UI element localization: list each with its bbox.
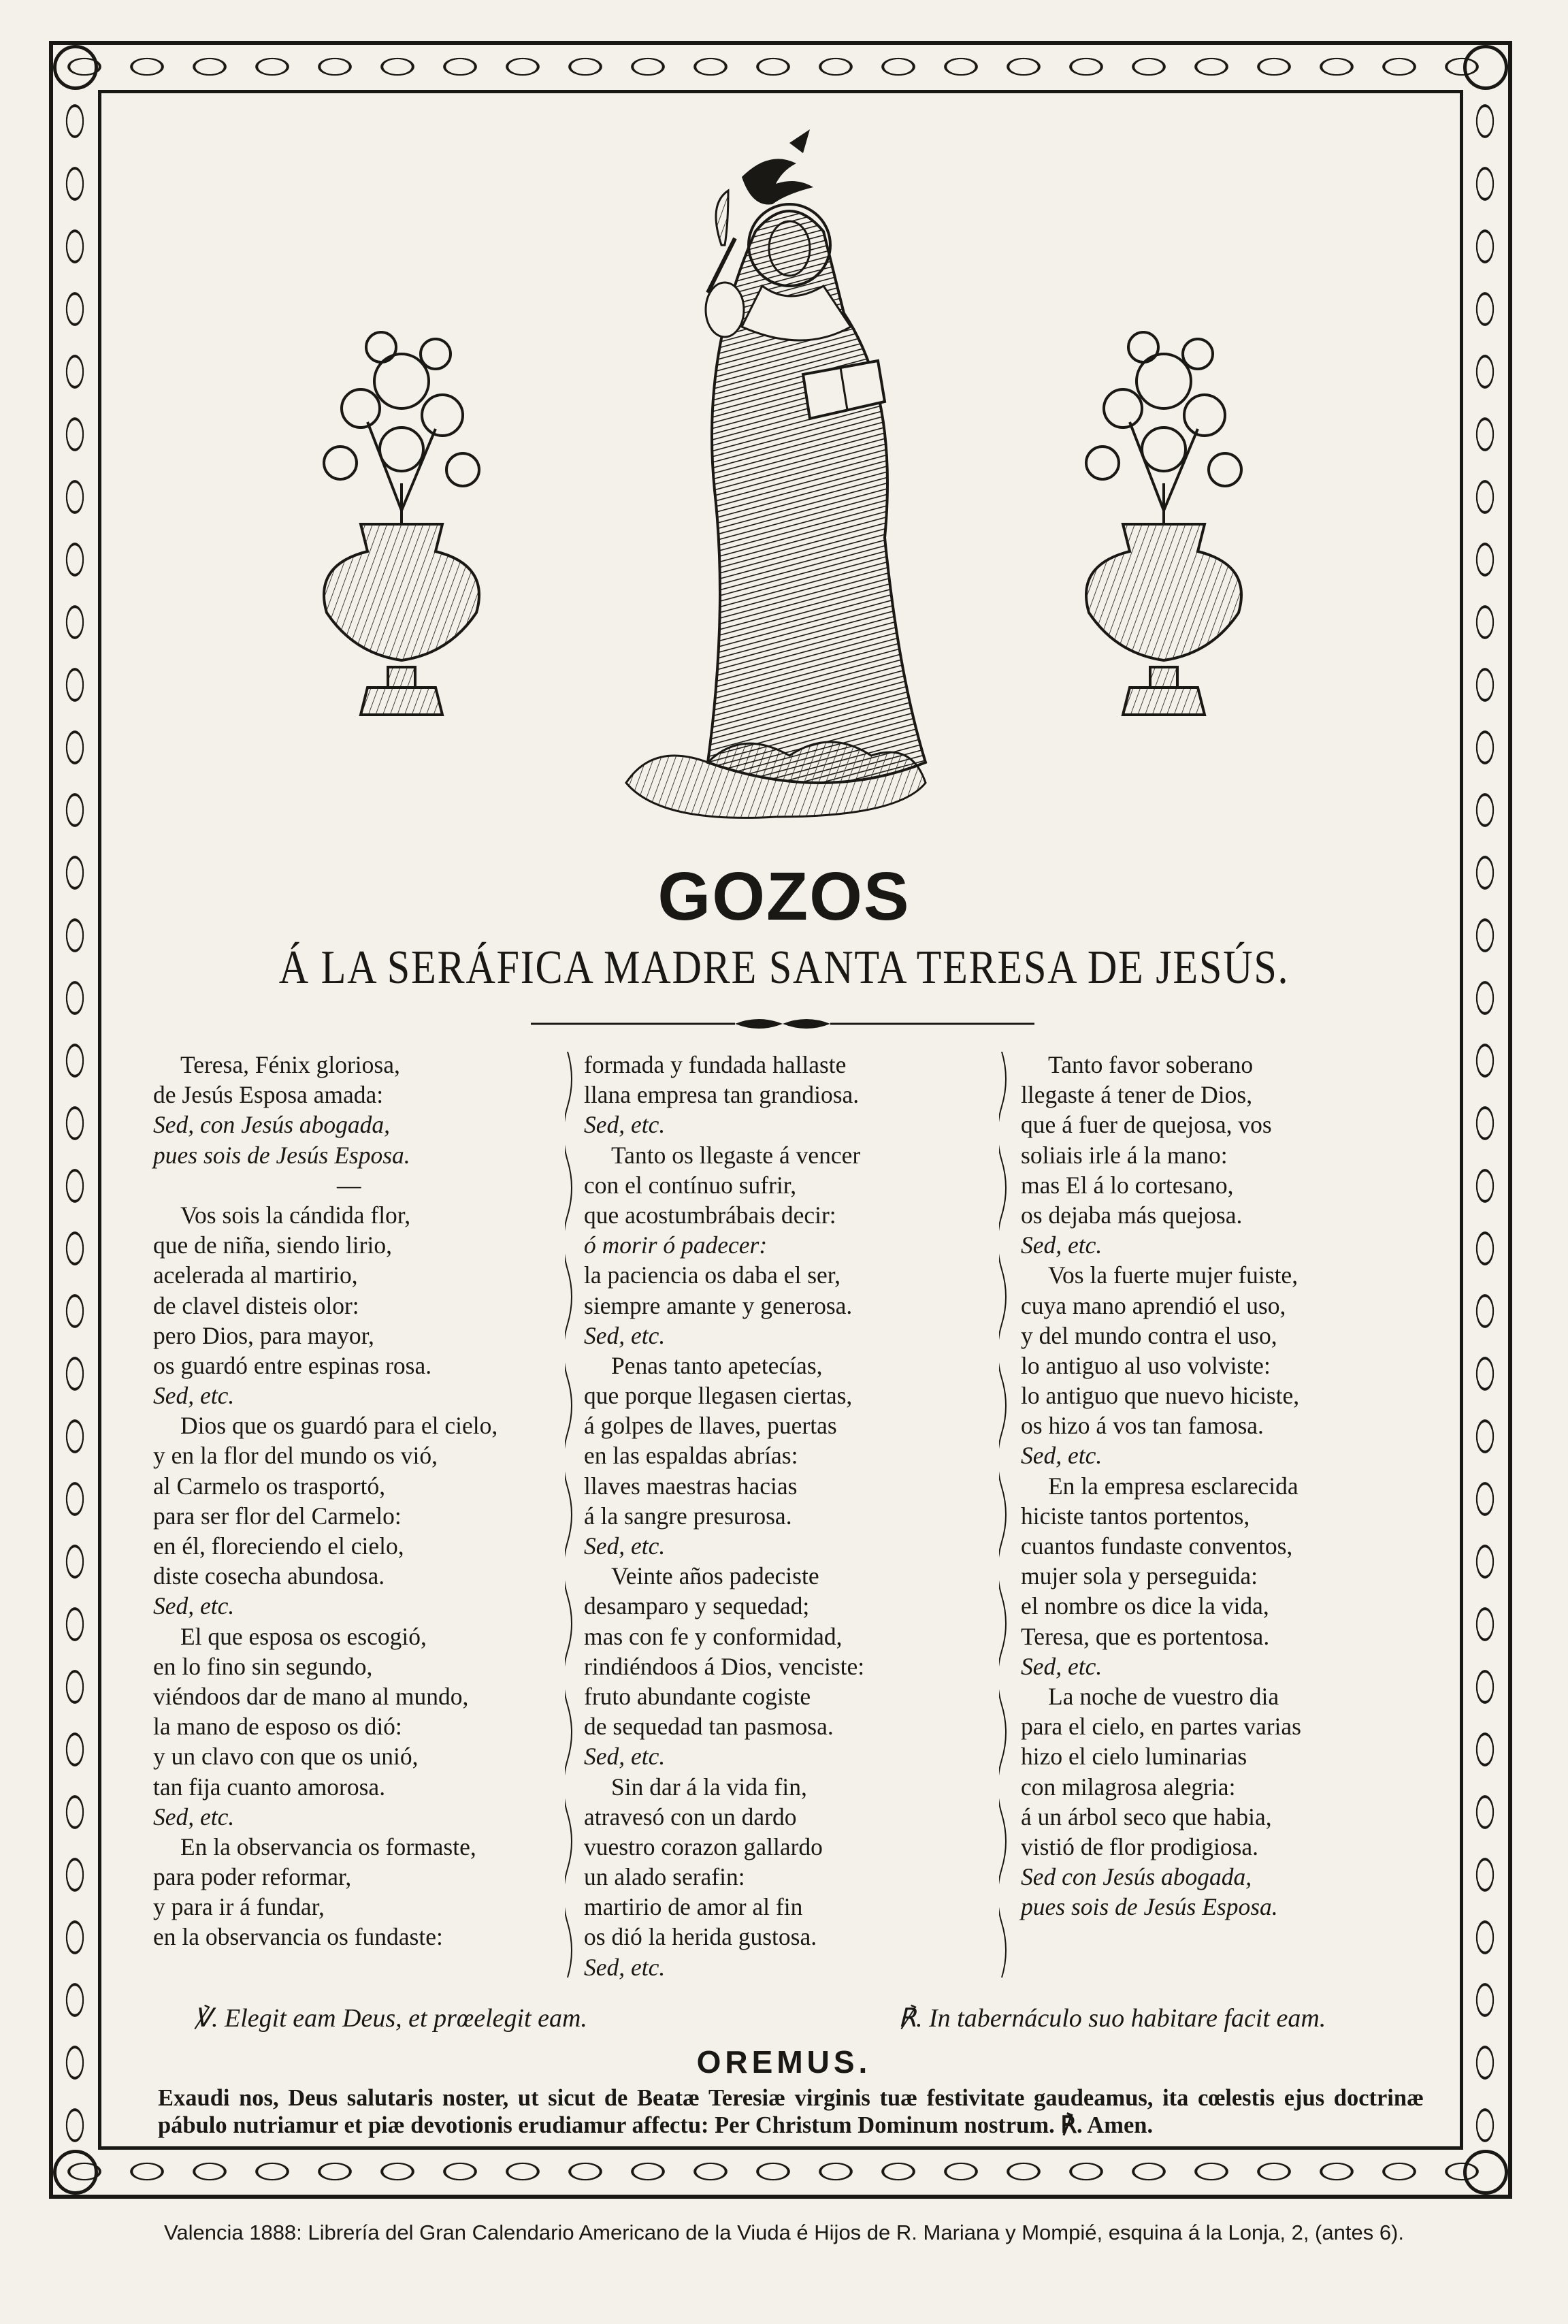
quill-icon bbox=[716, 191, 728, 245]
verse-line: y para ir á fundar, bbox=[153, 1893, 325, 1921]
verse-line: que de niña, siendo lirio, bbox=[153, 1231, 392, 1259]
page-subtitle: Á LA SERÁFICA MADRE SANTA TERESA DE JESÚS. bbox=[278, 941, 1290, 994]
verse-line: Tanto os llegaste á vencer bbox=[611, 1141, 861, 1169]
verse-line: El que esposa os escogió, bbox=[180, 1622, 427, 1650]
verse-line: Sed, etc. bbox=[1021, 1231, 1102, 1259]
verse-line: — bbox=[337, 1171, 361, 1199]
prayer-text: Exaudi nos, Deus salutaris noster, ut sicut de Beatæ Teresiæ virginis tuæ festivitate gaudeamus, ita cœlestis ejus doctrinæ pábulo nutriamur et piæ devotionis erudiamur affectu: Per Christum Dominum nostrum. ℟. Amen. bbox=[158, 2085, 1424, 2138]
verse-line: fruto abundante cogiste bbox=[584, 1682, 811, 1710]
verse-line: Veinte años padeciste bbox=[611, 1562, 819, 1590]
verse-line: Penas tanto apetecías, bbox=[611, 1351, 823, 1379]
verse-line: á golpes de llaves, puertas bbox=[584, 1412, 837, 1440]
flower-vase-left bbox=[299, 306, 504, 728]
verse-line: el nombre os dice la vida, bbox=[1021, 1592, 1269, 1620]
cloud-base bbox=[626, 742, 926, 818]
verse-line: Sed, etc. bbox=[1021, 1442, 1102, 1470]
verse-line: diste cosecha abundosa. bbox=[153, 1562, 385, 1590]
verse-line: vistió de flor prodigiosa. bbox=[1021, 1833, 1259, 1860]
verse-line: que porque llegasen ciertas, bbox=[584, 1382, 853, 1410]
verse-line: Dios que os guardó para el cielo, bbox=[180, 1412, 498, 1440]
verse-line: en lo fino sin segundo, bbox=[153, 1652, 373, 1680]
verse-line: siempre amante y generosa. bbox=[584, 1291, 853, 1319]
verse-line: en la observancia os fundaste: bbox=[153, 1923, 443, 1951]
verse-line: y un clavo con que os unió, bbox=[153, 1743, 419, 1771]
verse-line: Sin dar á la vida fin, bbox=[611, 1773, 807, 1801]
verse-line: Vos sois la cándida flor, bbox=[180, 1201, 411, 1229]
border-top-ornament bbox=[53, 45, 1508, 90]
border-bottom-ornament bbox=[53, 2150, 1508, 2195]
verse-line: Sed con Jesús abogada, bbox=[1021, 1863, 1252, 1891]
verse-line: mujer sola y perseguida: bbox=[1021, 1562, 1258, 1590]
verse-line: con milagrosa alegria: bbox=[1021, 1773, 1236, 1801]
verse-line: Sed, con Jesús abogada, bbox=[153, 1111, 391, 1139]
verse-line: viéndoos dar de mano al mundo, bbox=[153, 1682, 469, 1710]
verse-line: de clavel disteis olor: bbox=[153, 1291, 359, 1319]
verse-line: pues sois de Jesús Esposa. bbox=[1021, 1893, 1278, 1921]
column-brace bbox=[565, 1052, 578, 1991]
verse-line: hizo el cielo luminarias bbox=[1021, 1743, 1247, 1771]
verse-line: de Jesús Esposa amada: bbox=[153, 1081, 384, 1109]
verse-line: mas El á lo cortesano, bbox=[1021, 1171, 1234, 1199]
verse-line: rindiéndoos á Dios, venciste: bbox=[584, 1652, 865, 1680]
verse-line: de sequedad tan pasmosa. bbox=[584, 1713, 834, 1741]
verse-line: soliais irle á la mano: bbox=[1021, 1141, 1228, 1169]
verse-column-3 bbox=[1021, 1050, 1429, 1922]
verse-line: En la observancia os formaste, bbox=[180, 1833, 476, 1860]
verse-line: cuya mano aprendió el uso, bbox=[1021, 1291, 1286, 1319]
oremus-heading: OREMUS. bbox=[696, 2044, 872, 2080]
verse-line: lo antiguo al uso volviste: bbox=[1021, 1351, 1271, 1379]
verse-line: á un árbol seco que habia, bbox=[1021, 1803, 1272, 1830]
verse-line: en las espaldas abrías: bbox=[584, 1442, 798, 1470]
verse-line: pues sois de Jesús Esposa. bbox=[153, 1141, 410, 1169]
verse-line: Vos la fuerte mujer fuiste, bbox=[1048, 1261, 1298, 1289]
verse-line: os dió la herida gustosa. bbox=[584, 1923, 817, 1951]
border-left-ornament bbox=[53, 90, 98, 2150]
saint-teresa-engraving bbox=[585, 129, 966, 837]
verse-line: cuantos fundaste conventos, bbox=[1021, 1532, 1293, 1560]
verse-line: os hizo á vos tan famosa. bbox=[1021, 1412, 1264, 1440]
verse-column-1 bbox=[153, 1050, 561, 1952]
verse-line: pero Dios, para mayor, bbox=[153, 1321, 374, 1349]
verse-line: en él, floreciendo el cielo, bbox=[153, 1532, 404, 1560]
flower-vase-right bbox=[1062, 306, 1266, 728]
verse-line: La noche de vuestro dia bbox=[1048, 1682, 1279, 1710]
verse-line: que acostumbrábais decir: bbox=[584, 1201, 836, 1229]
verse-line: Sed, etc. bbox=[1021, 1652, 1102, 1680]
border-right-ornament bbox=[1463, 90, 1508, 2150]
verse-line: y del mundo contra el uso, bbox=[1021, 1321, 1277, 1349]
verse-line: atravesó con un dardo bbox=[584, 1803, 797, 1830]
response: ℟. In tabernáculo suo habitare facit eam. bbox=[898, 2004, 1326, 2033]
verse-line: vuestro corazon gallardo bbox=[584, 1833, 823, 1860]
verse-line: mas con fe y conformidad, bbox=[584, 1622, 843, 1650]
verse-column-2 bbox=[584, 1050, 1019, 1982]
verse-line: llegaste á tener de Dios, bbox=[1021, 1081, 1253, 1109]
verse-line: Sed, etc. bbox=[584, 1532, 666, 1560]
verse-line: Sed, etc. bbox=[153, 1592, 235, 1620]
corner-ornament bbox=[1463, 2150, 1508, 2195]
verse-line: Sed, etc. bbox=[153, 1382, 235, 1410]
verse-line: Tanto favor soberano bbox=[1048, 1051, 1254, 1078]
verse-line: Sed, etc. bbox=[584, 1953, 666, 1981]
verse-line: Teresa, Fénix gloriosa, bbox=[180, 1051, 400, 1078]
verse-line: llaves maestras hacias bbox=[584, 1472, 798, 1500]
verse-line: os guardó entre espinas rosa. bbox=[153, 1351, 432, 1379]
verse-line: llana empresa tan grandiosa. bbox=[584, 1081, 860, 1109]
versicle: ℣. Elegit eam Deus, et prœelegit eam. bbox=[194, 2004, 587, 2033]
verse-line: con el contínuo sufrir, bbox=[584, 1171, 797, 1199]
dove-icon bbox=[742, 129, 813, 205]
verse-line: y en la flor del mundo os vió, bbox=[153, 1442, 438, 1470]
printer-imprint: Valencia 1888: Librería del Gran Calendario Americano de la Viuda é Hijos de R. Mariana y Mompié, esquina á la Lonja, 2, (antes 6). bbox=[163, 2221, 1404, 2244]
verse-line: Teresa, que es portentosa. bbox=[1021, 1622, 1270, 1650]
verse-line: para poder reformar, bbox=[153, 1863, 352, 1891]
verse-line: que á fuer de quejosa, vos bbox=[1021, 1111, 1272, 1139]
verse-line: á la sangre presurosa. bbox=[584, 1502, 792, 1530]
verse-line: os dejaba más quejosa. bbox=[1021, 1201, 1243, 1229]
verse-line: martirio de amor al fin bbox=[584, 1893, 803, 1921]
verse-line: la paciencia os daba el ser, bbox=[584, 1261, 841, 1289]
verse-line: desamparo y sequedad; bbox=[584, 1592, 810, 1620]
corner-ornament bbox=[53, 2150, 98, 2195]
corner-ornament bbox=[53, 45, 98, 90]
page-title: GOZOS bbox=[657, 858, 911, 935]
verse-line: Sed, etc. bbox=[584, 1111, 666, 1139]
verse-line: hiciste tantos portentos, bbox=[1021, 1502, 1250, 1530]
verse-line: al Carmelo os trasportó, bbox=[153, 1472, 386, 1500]
verse-line: la mano de esposo os dió: bbox=[153, 1713, 402, 1741]
corner-ornament bbox=[1463, 45, 1508, 90]
verse-line: un alado serafin: bbox=[584, 1863, 745, 1891]
decorative-rule bbox=[531, 1016, 1034, 1032]
verse-line: Sed, etc. bbox=[584, 1743, 666, 1771]
verse-line: lo antiguo que nuevo hiciste, bbox=[1021, 1382, 1300, 1410]
verse-line: acelerada al martirio, bbox=[153, 1261, 358, 1289]
verse-line: Sed, etc. bbox=[153, 1803, 235, 1830]
verse-line: tan fija cuanto amorosa. bbox=[153, 1773, 386, 1801]
verse-line: ó morir ó padecer: bbox=[584, 1231, 768, 1259]
verse-line: para el cielo, en partes varias bbox=[1021, 1713, 1301, 1741]
column-brace bbox=[999, 1052, 1013, 1991]
verse-line: formada y fundada hallaste bbox=[584, 1051, 847, 1078]
verse-line: En la empresa esclarecida bbox=[1048, 1472, 1298, 1500]
verse-line: Sed, etc. bbox=[584, 1321, 666, 1349]
verse-line: para ser flor del Carmelo: bbox=[153, 1502, 402, 1530]
